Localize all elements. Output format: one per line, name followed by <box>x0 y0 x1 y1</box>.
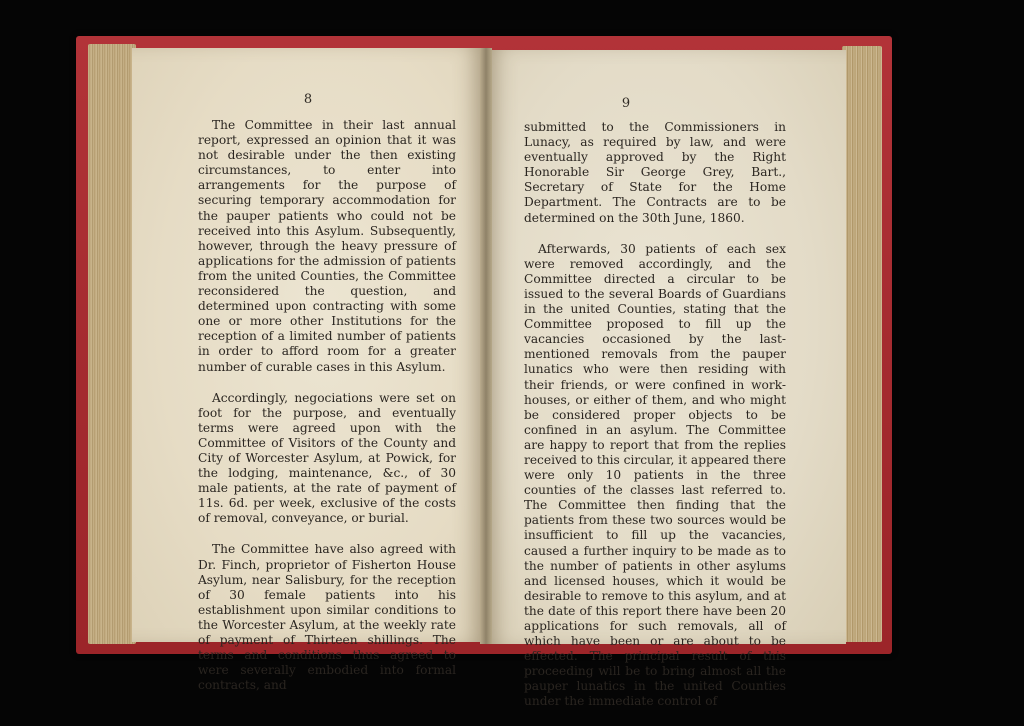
page-number-right: 9 <box>621 96 631 111</box>
page-edges-right <box>842 46 882 642</box>
right-page <box>486 50 846 709</box>
paragraph: The Committee in their last annual report, expressed an opinion that it was not desirable under the then existing circumstances, to enter into arrangements for the purpose of securing temporary accommodation for the pauper patients who could not be received into this Asylum. Subsequently, however, through the heavy pressure of applications for the admission of patients from the united Counties, the Committee reconsidered the question, and determined upon contracting with some one or more other Institutions for the reception of a limited number of patients in order to afford room for a greater number of curable cases in this Asylum. <box>198 118 456 374</box>
paragraph: Accordingly, negociations were set on foot for the purpose, and eventually terms were agreed upon with the Committee of Visitors of the County and City of Worcester Asylum, at Powick, for the lodging, maintenance, &c., of 30 male patients, at the rate of payment of 11s. 6d. per week, exclusive of the costs of removal, conveyance, or burial. <box>198 390 456 526</box>
book-gutter <box>480 48 492 644</box>
right-page-text <box>524 120 786 726</box>
page-number-left: 8 <box>303 92 313 107</box>
paragraph: The Committee have also agreed with Dr. Finch, proprietor of Fisherton House Asylum, near Salisbury, for the reception of 30 female patients into his establishment upon similar conditions to the Worcester Asylum, at the weekly rate of payment of Thirteen shillings. The terms and conditions thus agreed to were severally embodied into formal contracts, and <box>198 542 456 693</box>
paragraph: submitted to the Commissioners in Lunacy, as required by law, and were eventually approved by the Right Honorable Sir George Grey, Bart., Secretary of State for the Home Department. The Contracts are to be determined on the 30th June, 1860. <box>524 120 786 225</box>
left-page <box>132 48 484 693</box>
paragraph: Afterwards, 30 patients of each sex were removed accordingly, and the Committee directed a circular to be issued to the several Boards of Guardians in the united Counties, stating that the Committee proposed to fill up the vacancies occasioned by the last-mentioned removals from the pauper lunatics who were then residing with their friends, or were confined in work-houses, or either of them, and who might be considered proper objects to be confined in an asylum. The Committee are happy to report that from the replies received to this circular, it appeared there were only 10 patients in the three counties of the classes last referred to. The Committee then finding that the patients from these two sources would be insufficient to fill up the vacancies, caused a further inquiry to be made as to the number of patients in other asylums and licensed houses, which it would be desirable to remove to this asylum, and at the date of this report there have been 20 applications for such removals, all of which have been or are about to be effected. The principal result of this proceeding will be to bring almost all the pauper lunatics in the united Counties under the immediate control of <box>524 241 786 709</box>
left-page-text <box>198 118 456 709</box>
page-edges-left <box>88 44 136 644</box>
